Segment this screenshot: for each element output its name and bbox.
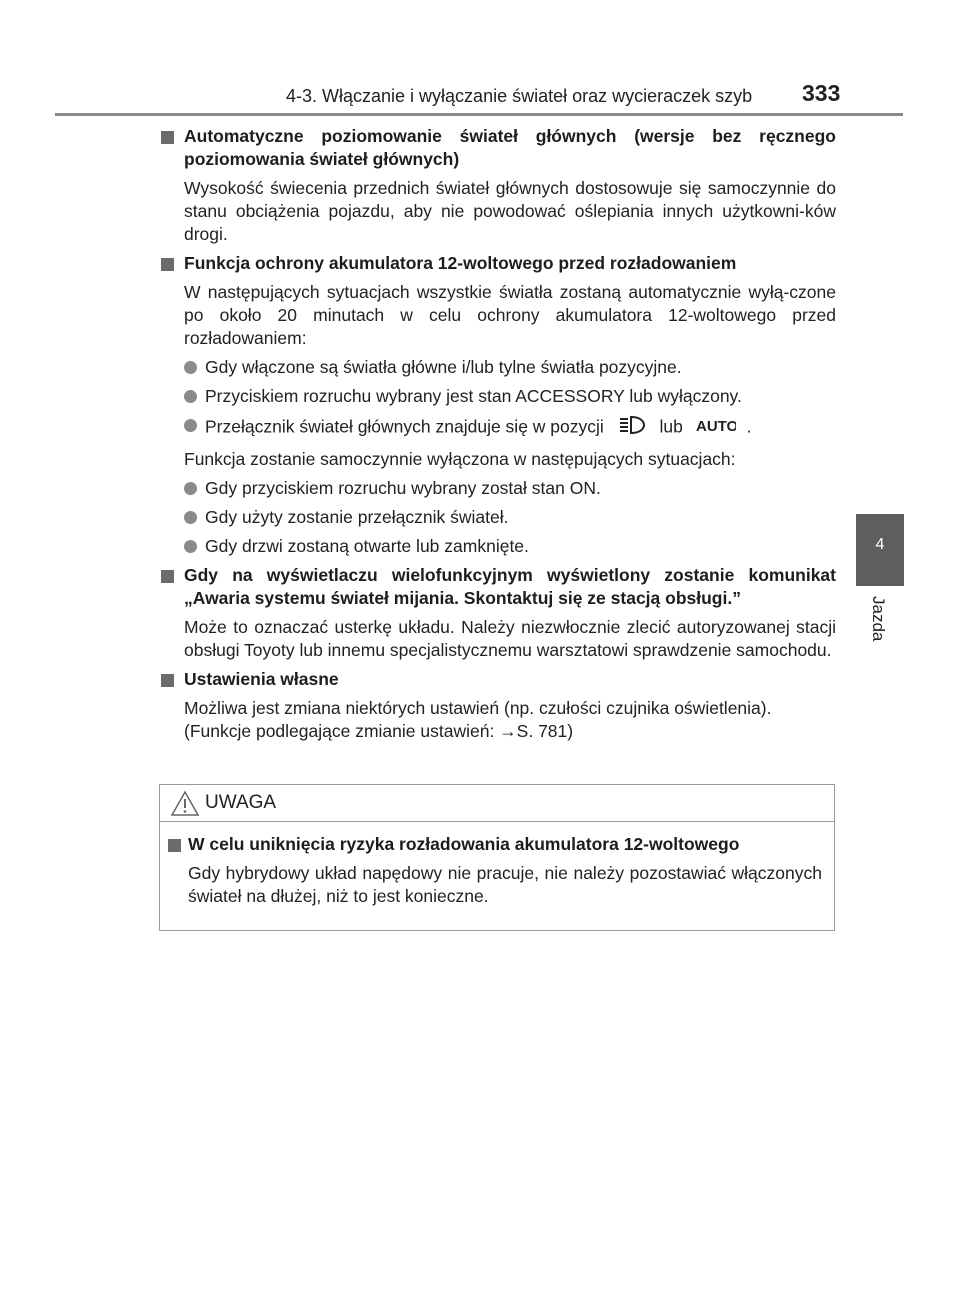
chapter-tab-label [856, 592, 904, 652]
section-heading: Automatyczne poziomowanie świateł głównych (wersje bez ręcznego poziomowania świateł głównych) [160, 125, 836, 171]
list-item: Gdy drzwi zostaną otwarte lub zamknięte. [160, 535, 836, 558]
list-item: Gdy użyty zostanie przełącznik świateł. [160, 506, 836, 529]
round-bullet-icon [184, 482, 197, 495]
chapter-tab-label-text: Jazda [869, 596, 888, 642]
list-item: Przełącznik świateł głównych znajduje się w pozycji lub AUTO . [160, 414, 836, 442]
chapter-tab-number: 4 [875, 536, 885, 553]
section-heading: Funkcja ochrony akumulatora 12-woltowego przed rozładowaniem [160, 252, 836, 275]
main-content [160, 125, 836, 743]
section-low-beam-warning [160, 564, 836, 662]
square-bullet-icon [161, 258, 174, 271]
section-heading: Gdy na wyświetlaczu wielofunkcyjnym wyświetlony zostanie komunikat „Awaria systemu świateł mijania. Skontaktuj się ze stacją obsługi.” [160, 564, 836, 610]
header-divider [55, 113, 903, 116]
warning-header [160, 785, 834, 822]
page-header [0, 0, 960, 116]
warning-text: Gdy hybrydowy układ napędowy nie pracuje, nie należy pozostawiać włączonych świateł na dłużej, niż to jest konieczne. [188, 863, 822, 906]
section-headlight-leveling [160, 125, 836, 246]
square-bullet-icon [168, 839, 181, 852]
warning-title: UWAGA [205, 792, 277, 813]
warning-triangle-icon [170, 790, 200, 822]
chapter-tab [856, 514, 904, 586]
warning-body [168, 833, 822, 908]
section-text: W następujących sytuacjach wszystkie światła zostaną automatycznie wyłą-czone po około 20 minutach w celu ochrony akumulatora 12-woltowego przed rozładowaniem: [184, 282, 836, 348]
svg-text:AUTO: AUTO [695, 418, 736, 434]
section-text: Może to oznaczać usterkę układu. Należy niezwłocznie zlecić autoryzowanej stacji obsługi Toyoty lub innemu specjalistycznemu warsztatowi sprawdzenie samochodu. [184, 617, 836, 660]
page-number: 333 [802, 80, 841, 106]
list-item: Gdy włączone są światła główne i/lub tylne światła pozycyjne. [160, 356, 836, 379]
chapter-title: 4-3. Włączanie i wyłączanie świateł oraz wycieraczek szyb [286, 86, 753, 106]
round-bullet-icon [184, 540, 197, 553]
section-text: Wysokość świecenia przednich świateł głównych dostosowuje się samoczynnie do stanu obciążenia pojazdu, aby nie powodować oślepiania innych użytkowni-ków drogi. [184, 178, 836, 244]
warning-box [159, 784, 835, 931]
round-bullet-icon [184, 390, 197, 403]
auto-mode-icon [696, 416, 736, 440]
square-bullet-icon [161, 131, 174, 144]
square-bullet-icon [161, 570, 174, 583]
square-bullet-icon [161, 674, 174, 687]
section-heading: Ustawienia własne [160, 668, 836, 691]
warning-heading: W celu uniknięcia ryzyka rozładowania akumulatora 12-woltowego [168, 833, 822, 856]
section-text: Możliwa jest zmiana niektórych ustawień (np. czułości czujnika oświetlenia). (Funkcje podlegające zmianie ustawień: →S. 781) [160, 697, 836, 743]
page-reference: (Funkcje podlegające zmianie ustawień: →S. 781) [184, 721, 574, 741]
round-bullet-icon [184, 511, 197, 524]
section-custom-settings [160, 668, 836, 743]
section-text: Funkcja zostanie samoczynnie wyłączona w następujących sytuacjach: [184, 449, 736, 469]
list-item: Przyciskiem rozruchu wybrany jest stan ACCESSORY lub wyłączony. [160, 385, 836, 408]
round-bullet-icon [184, 419, 197, 432]
headlight-icon [617, 414, 647, 442]
section-battery-saver [160, 252, 836, 558]
list-item: Gdy przyciskiem rozruchu wybrany został stan ON. [160, 477, 836, 500]
round-bullet-icon [184, 361, 197, 374]
